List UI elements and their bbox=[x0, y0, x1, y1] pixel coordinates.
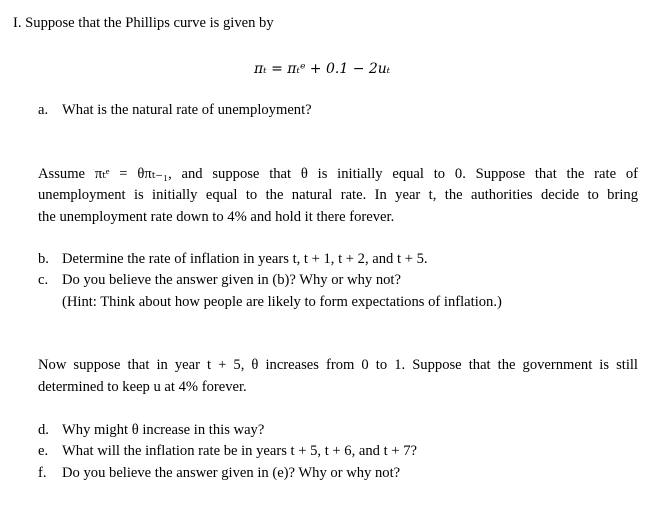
question-d-text: Why might θ increase in this way? bbox=[62, 422, 265, 438]
question-c-text: Do you believe the answer given in (b)? Why or why not? bbox=[62, 272, 401, 288]
question-c-marker: c. bbox=[38, 272, 49, 288]
assumption-line-3: the unemployment rate down to 4% and hold it there forever. bbox=[38, 209, 395, 225]
followup-line-1: Now suppose that in year t + 5, θ increases from 0 to 1. Suppose that the government is still bbox=[38, 357, 638, 373]
assumption-line-1: Assume πₜᵉ = θπₜ₋₁, and suppose that θ is initially equal to 0. Suppose that the rate of bbox=[38, 166, 638, 182]
question-a-text: What is the natural rate of unemployment? bbox=[62, 102, 312, 118]
question-e-marker: e. bbox=[38, 443, 49, 459]
question-d-marker: d. bbox=[38, 422, 49, 438]
question-b-text: Determine the rate of inflation in years t, t + 1, t + 2, and t + 5. bbox=[62, 251, 428, 267]
question-b-marker: b. bbox=[38, 251, 49, 267]
phillips-curve-equation: πₜ = πₜᵉ + 0.1 − 2uₜ bbox=[254, 61, 391, 77]
problem-heading: I. Suppose that the Phillips curve is given by bbox=[13, 15, 274, 31]
question-f-text: Do you believe the answer given in (e)? Why or why not? bbox=[62, 465, 401, 481]
assumption-line-2: unemployment is initially equal to the natural rate. In year t, the authorities decide to bring bbox=[38, 187, 638, 203]
question-e-text: What will the inflation rate be in years t + 5, t + 6, and t + 7? bbox=[62, 443, 417, 459]
followup-line-2: determined to keep u at 4% forever. bbox=[38, 379, 247, 395]
question-f-marker: f. bbox=[38, 465, 47, 481]
question-a-marker: a. bbox=[38, 102, 49, 118]
question-c-hint: (Hint: Think about how people are likely to form expectations of inflation.) bbox=[62, 294, 502, 310]
